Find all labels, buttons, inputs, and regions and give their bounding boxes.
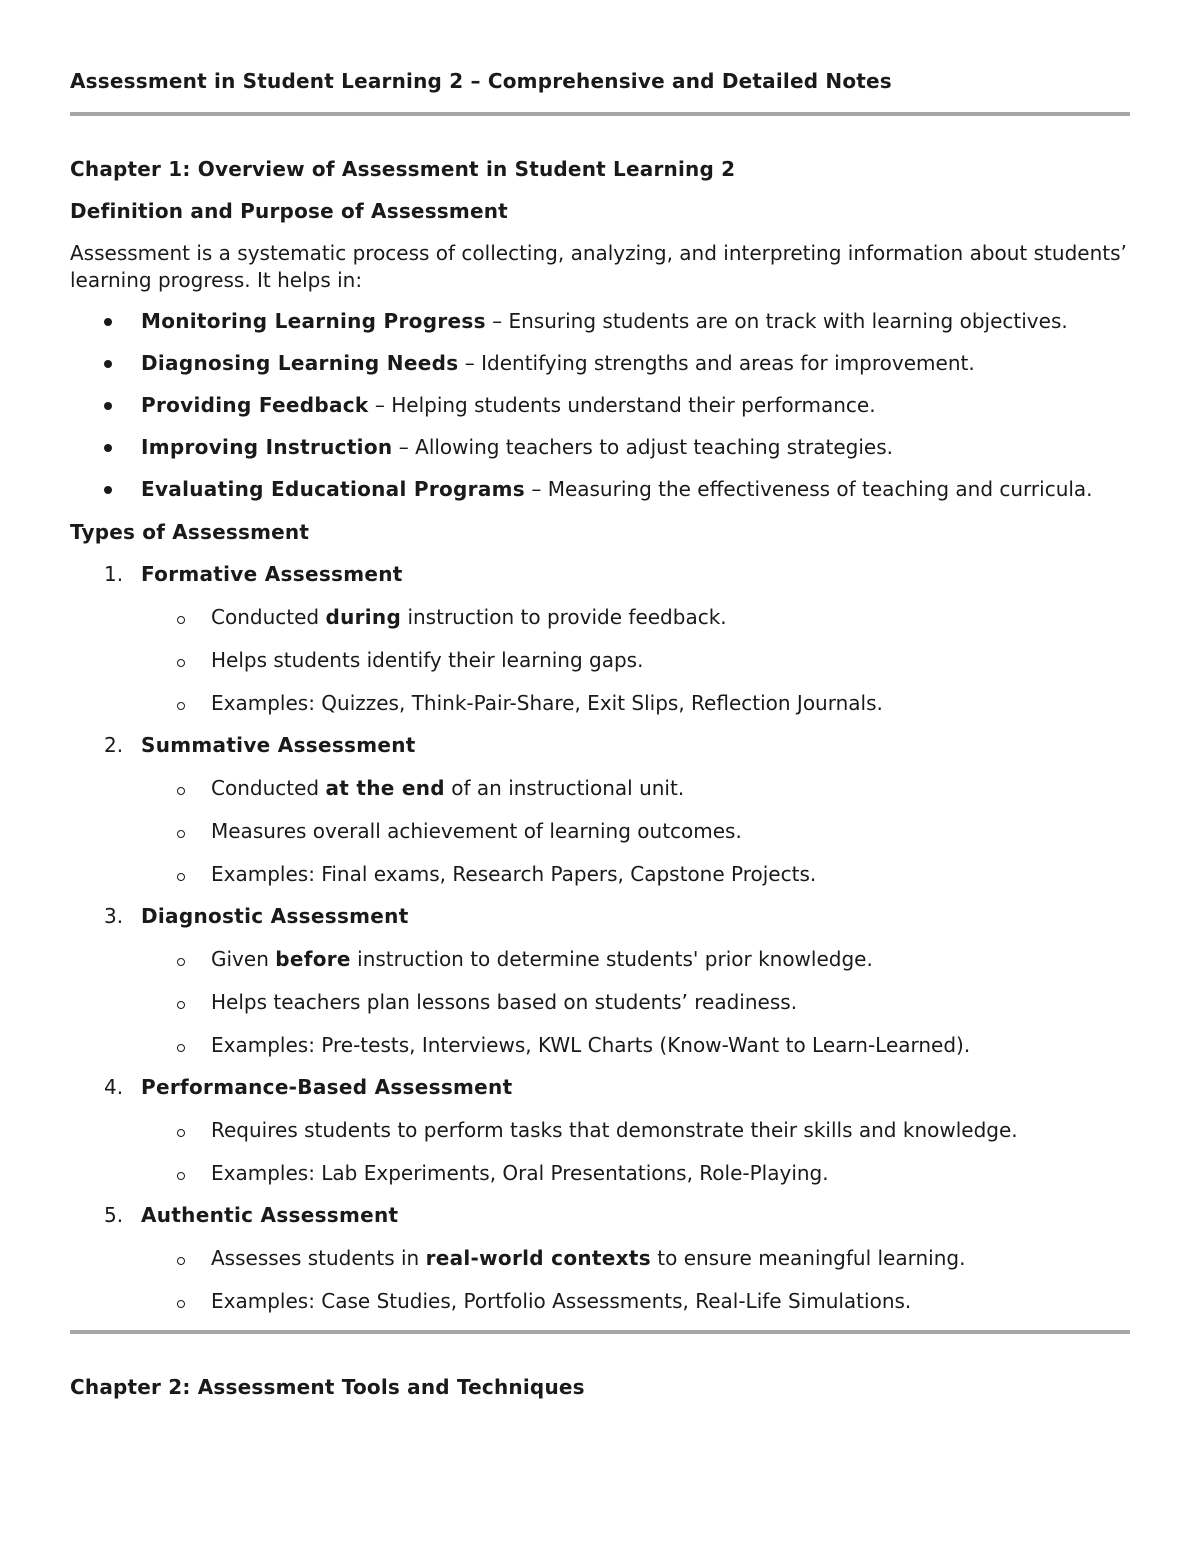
list-item <box>141 1117 1130 1144</box>
purpose-text: – Helping students understand their performance. <box>368 393 876 417</box>
point-text: Measures overall achievement of learning outcomes. <box>211 819 742 843</box>
assessment-type-item <box>70 1202 1130 1315</box>
assessment-type-points <box>141 946 1130 1059</box>
chapter-1-heading: Chapter 1: Overview of Assessment in Student Learning 2 <box>70 157 736 181</box>
divider <box>70 112 1130 116</box>
assessment-type-item <box>70 1074 1130 1187</box>
list-item <box>141 690 1130 717</box>
list-item <box>70 308 1130 335</box>
chapter-2-heading: Chapter 2: Assessment Tools and Techniques <box>70 1375 585 1399</box>
point-text: instruction to provide feedback. <box>401 605 727 629</box>
point-text: Conducted <box>211 776 326 800</box>
list-item <box>141 861 1130 888</box>
list-item <box>141 647 1130 674</box>
point-text: Given <box>211 947 276 971</box>
assessment-type-name: Diagnostic Assessment <box>141 904 409 928</box>
purpose-term: Evaluating Educational Programs <box>141 477 525 501</box>
emphasis-text: before <box>275 947 351 971</box>
point-text: Requires students to perform tasks that demonstrate their skills and knowledge. <box>211 1118 1018 1142</box>
point-text: Helps teachers plan lessons based on students’ readiness. <box>211 990 798 1014</box>
list-item <box>141 1160 1130 1187</box>
list-item <box>141 989 1130 1016</box>
list-item <box>141 818 1130 845</box>
point-text: instruction to determine students' prior knowledge. <box>350 947 873 971</box>
list-item <box>70 434 1130 461</box>
assessment-type-points <box>141 604 1130 717</box>
list-item <box>70 476 1130 503</box>
list-item <box>70 350 1130 377</box>
point-text: of an instructional unit. <box>444 776 685 800</box>
definition-paragraph: Assessment is a systematic process of collecting, analyzing, and interpreting information about students’ learning progress. It helps in: <box>70 241 1127 292</box>
point-text: Assesses students in <box>211 1246 426 1270</box>
assessment-type-name: Formative Assessment <box>141 562 403 586</box>
point-text: Examples: Quizzes, Think-Pair-Share, Exit Slips, Reflection Journals. <box>211 691 883 715</box>
list-item <box>70 392 1130 419</box>
item-number: 1. <box>104 562 124 586</box>
assessment-type-item <box>70 561 1130 717</box>
point-text: Examples: Case Studies, Portfolio Assessments, Real-Life Simulations. <box>211 1289 912 1313</box>
document-page <box>70 68 1130 1401</box>
assessment-type-points <box>141 1245 1130 1315</box>
point-text: Examples: Final exams, Research Papers, Capstone Projects. <box>211 862 817 886</box>
purpose-text: – Identifying strengths and areas for improvement. <box>458 351 975 375</box>
point-text: Examples: Pre-tests, Interviews, KWL Charts (Know-Want to Learn-Learned). <box>211 1033 971 1057</box>
item-number: 5. <box>104 1203 124 1227</box>
emphasis-text: real-world contexts <box>425 1246 651 1270</box>
assessment-type-item <box>70 732 1130 888</box>
types-heading: Types of Assessment <box>70 520 310 544</box>
purpose-list <box>70 308 1130 503</box>
purpose-term: Monitoring Learning Progress <box>141 309 486 333</box>
assessment-type-name: Summative Assessment <box>141 733 416 757</box>
item-number: 2. <box>104 733 124 757</box>
purpose-text: – Measuring the effectiveness of teaching and curricula. <box>524 477 1093 501</box>
list-item <box>141 1245 1130 1272</box>
list-item <box>141 775 1130 802</box>
list-item <box>141 1288 1130 1315</box>
item-number: 4. <box>104 1075 124 1099</box>
list-item <box>141 604 1130 631</box>
document-title: Assessment in Student Learning 2 – Comprehensive and Detailed Notes <box>70 69 892 93</box>
divider <box>70 1330 1130 1334</box>
assessment-type-points <box>141 1117 1130 1187</box>
point-text: Helps students identify their learning gaps. <box>211 648 644 672</box>
assessment-type-name: Authentic Assessment <box>141 1203 399 1227</box>
definition-heading: Definition and Purpose of Assessment <box>70 199 508 223</box>
assessment-type-name: Performance-Based Assessment <box>141 1075 513 1099</box>
assessment-type-points <box>141 775 1130 888</box>
point-text: Conducted <box>211 605 326 629</box>
emphasis-text: during <box>325 605 402 629</box>
purpose-term: Improving Instruction <box>141 435 393 459</box>
item-number: 3. <box>104 904 124 928</box>
assessment-type-item <box>70 903 1130 1059</box>
purpose-term: Providing Feedback <box>141 393 369 417</box>
list-item <box>141 1032 1130 1059</box>
purpose-term: Diagnosing Learning Needs <box>141 351 459 375</box>
purpose-text: – Ensuring students are on track with learning objectives. <box>485 309 1068 333</box>
emphasis-text: at the end <box>325 776 445 800</box>
purpose-text: – Allowing teachers to adjust teaching strategies. <box>392 435 894 459</box>
list-item <box>141 946 1130 973</box>
point-text: to ensure meaningful learning. <box>650 1246 966 1270</box>
types-list <box>70 561 1130 1315</box>
point-text: Examples: Lab Experiments, Oral Presentations, Role-Playing. <box>211 1161 829 1185</box>
